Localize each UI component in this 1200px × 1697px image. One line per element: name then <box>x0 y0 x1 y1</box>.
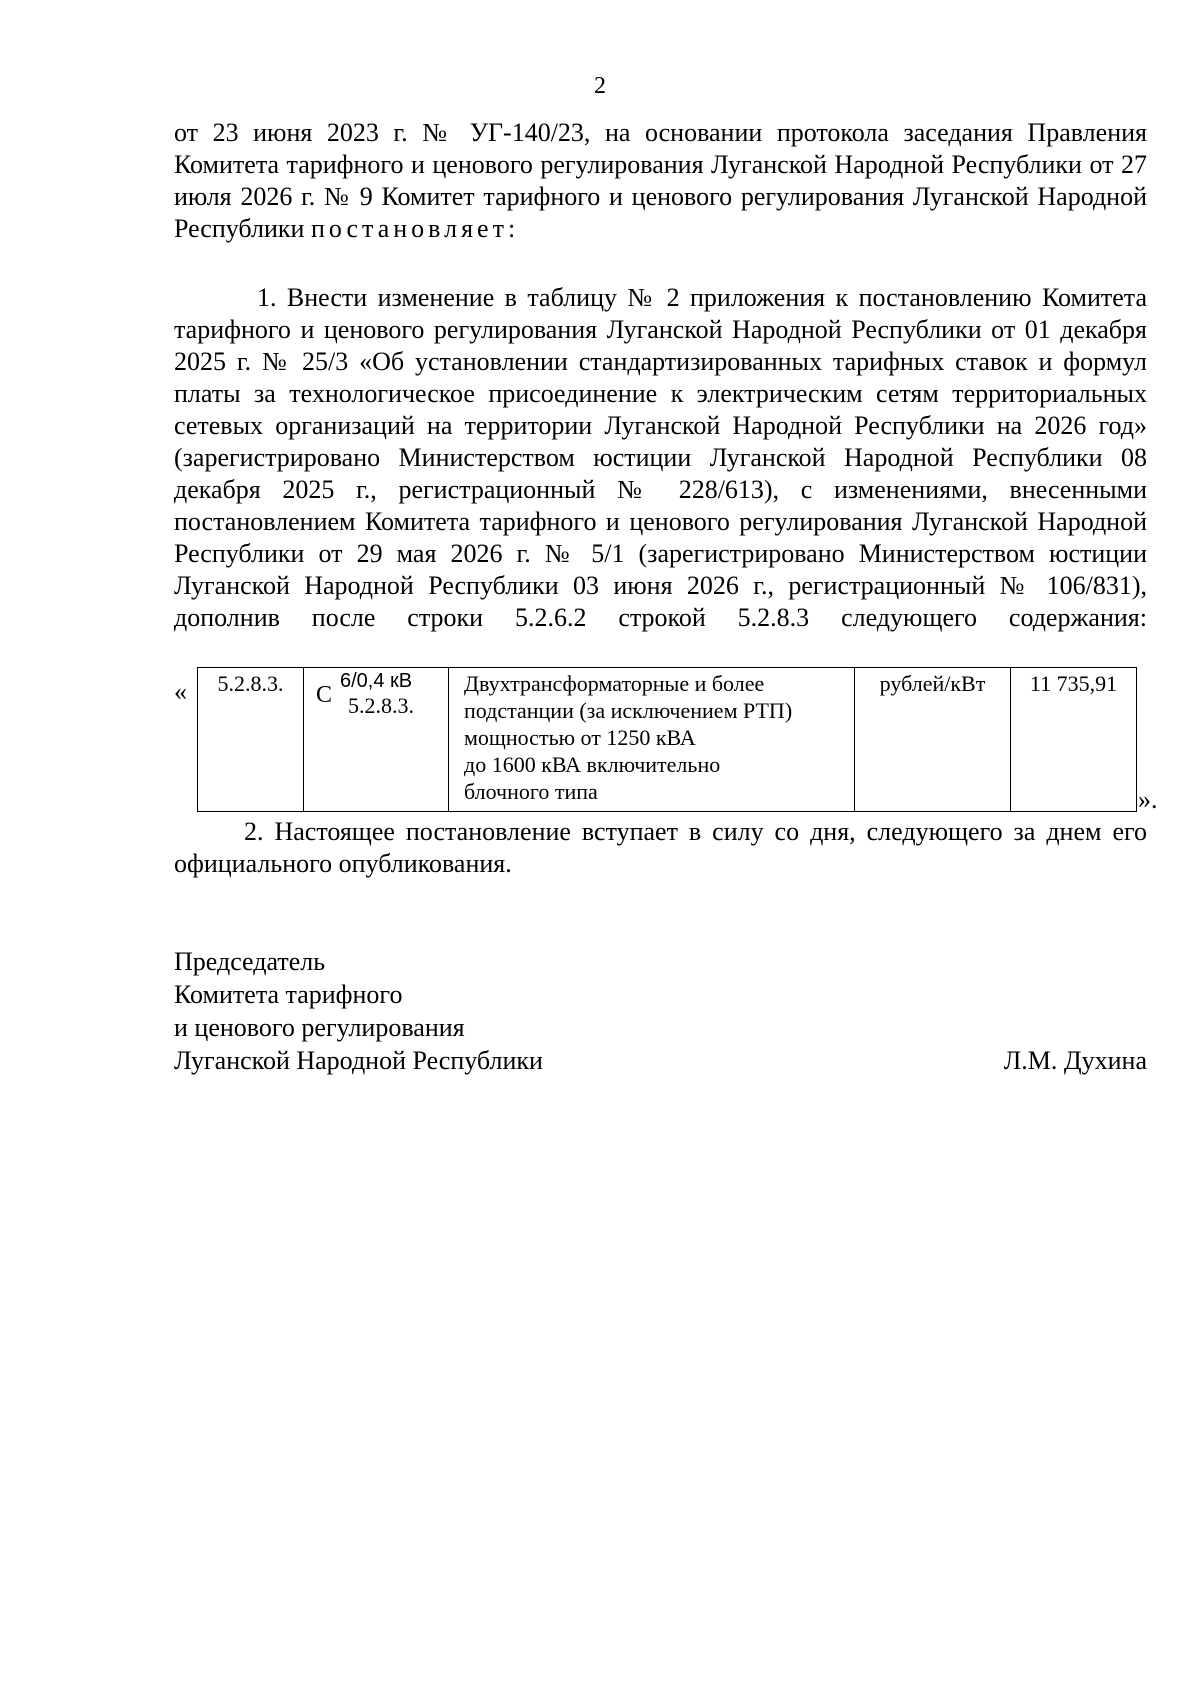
paragraph-effective-date <box>174 816 1147 880</box>
preamble-end: : <box>507 214 516 243</box>
inserted-tariff-row-table <box>197 667 1137 812</box>
signature-title-line: Комитета тарифного <box>174 980 403 1009</box>
row-code-cell: 5.2.8.3. <box>198 668 304 812</box>
signature-title-line: и ценового регулирования <box>174 1013 465 1042</box>
voltage-row-code: 5.2.8.3. <box>348 693 414 718</box>
effective-date-text: 2. Настоящее постановление вступает в силу со дня, следующего за днем его официального опубликования. <box>174 817 1147 878</box>
description-line: до 1600 кВА включительно <box>464 752 721 777</box>
paragraph-amendment <box>174 282 1147 634</box>
table-quote-open: « <box>174 677 187 706</box>
preamble-text: от 23 июня 2023 г. № УГ-140/23, на основании протокола заседания Правления Комитета тарифного и ценового регулирования Луганской Народной Республики от 27 июля 2026 г. № 9 Комитет тарифного и ценового регулирования Луганской Народной Республики <box>174 118 1147 243</box>
voltage-level: 6/0,4 кВ <box>340 670 413 692</box>
signature-title-line: Председатель <box>174 947 326 976</box>
amendment-text: 1. Внести изменение в таблицу № 2 приложения к постановлению Комитета тарифного и ценового регулирования Луганской Народной Республики от 01 декабря 2025 г. № 25/3 «Об установлении стандартизированных тарифных ставок и формул платы за технологическое присоединение к электрическим сетям территориальных сетевых организаций на территории Луганской Народной Республики на 2026 год» (зарегистрировано Министерством юстиции Луганской Народной Республики 08 декабря 2025 г., регистрационный № 228/613), с изменениями, внесенными постановлением Комитета тарифного и ценового регулирования Луганской Народной Республики от 29 мая 2026 г. № 5/1 (зарегистрировано Министерством юстиции Луганской Народной Республики 03 июня 2026 г., регистрационный № 106/831), дополнив после строки 5.2.6.2 строкой 5.2.8.3 следующего содержания: <box>174 283 1147 632</box>
table-quote-close: ». <box>1138 785 1158 814</box>
voltage-cell <box>304 668 449 812</box>
unit-cell: рублей/кВт <box>855 668 1011 812</box>
signatory-name: Л.М. Духина <box>1003 1046 1147 1075</box>
decree-keyword: постановляет <box>310 214 508 243</box>
page-number: 2 <box>594 73 606 99</box>
signature-block <box>174 945 1147 1077</box>
description-line: Двухтрансформаторные и более <box>464 671 765 696</box>
description-cell <box>449 668 855 812</box>
description-line: подстанции (за исключением РТП) <box>464 698 793 723</box>
voltage-prefix: С <box>316 682 333 708</box>
description-line: мощностью от 1250 кВА <box>464 725 696 750</box>
description-line: блочного типа <box>464 779 598 804</box>
value-cell: 11 735,91 <box>1011 668 1137 812</box>
paragraph-preamble <box>174 117 1147 245</box>
signature-title-line: Луганской Народной Республики <box>174 1046 543 1075</box>
table-row <box>198 668 1137 812</box>
